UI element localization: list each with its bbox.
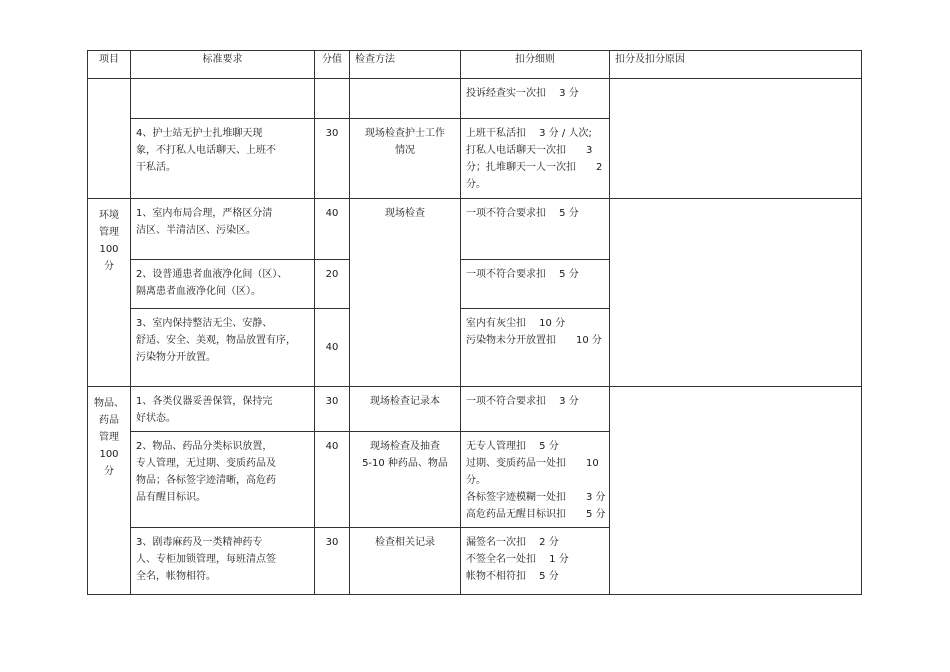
requirement-cell bbox=[131, 79, 315, 119]
rules-cell: 一项不符合要求扣 5 分 bbox=[461, 260, 610, 309]
method-cell: 现场检查 bbox=[350, 199, 461, 387]
requirement-cell: 3、剧毒麻药及一类精神药专 人、专柜加锁管理，每班清点签 全名，帐物相符。 bbox=[131, 528, 315, 595]
table-row bbox=[88, 199, 862, 260]
header-deduction-reason: 扣分及扣分原因 bbox=[610, 51, 862, 79]
rules-cell: 无专人管理扣 5 分 过期、变质药品一处扣 10 分。 各标签字迹模糊一处扣 3 分 高危药品无醒目标识扣 5 分 bbox=[461, 432, 610, 528]
score-cell: 30 bbox=[315, 387, 350, 432]
method-cell: 现场检查记录本 bbox=[350, 387, 461, 432]
method-cell: 检查相关记录 bbox=[350, 528, 461, 595]
score-cell: 40 bbox=[315, 199, 350, 260]
section-name-cell bbox=[88, 79, 131, 199]
rules-cell: 一项不符合要求扣 3 分 bbox=[461, 387, 610, 432]
rules-cell: 漏签名一次扣 2 分 不签全名一处扣 1 分 帐物不相符扣 5 分 bbox=[461, 528, 610, 595]
score-cell: 40 bbox=[315, 432, 350, 528]
score-cell: 20 bbox=[315, 260, 350, 309]
section-name-supplies: 物品、 药品 管理 100 分 bbox=[88, 387, 131, 595]
rules-cell: 一项不符合要求扣 5 分 bbox=[461, 199, 610, 260]
header-method: 检查方法 bbox=[350, 51, 461, 79]
requirement-cell: 1、室内布局合理，严格区分清 洁区、半清洁区、污染区。 bbox=[131, 199, 315, 260]
requirement-cell: 2、设普通患者血液净化间（区）、 隔离患者血液净化间（区）。 bbox=[131, 260, 315, 309]
table-row bbox=[88, 387, 862, 432]
inspection-table bbox=[87, 50, 862, 595]
method-cell: 现场检查及抽查 5-10 种药品、物品 bbox=[350, 432, 461, 528]
method-cell bbox=[350, 79, 461, 119]
table-row bbox=[88, 79, 862, 119]
section-name-environment: 环境 管理 100 分 bbox=[88, 199, 131, 387]
deduction-cell bbox=[610, 199, 862, 387]
requirement-cell: 3、室内保持整洁无尘、安静、 舒适、安全、美观，物品放置有序， 污染物分开放置。 bbox=[131, 309, 315, 387]
score-cell: 30 bbox=[315, 119, 350, 199]
header-requirement: 标准要求 bbox=[131, 51, 315, 79]
header-item: 项目 bbox=[88, 51, 131, 79]
requirement-cell: 1、各类仪器妥善保管，保持完 好状态。 bbox=[131, 387, 315, 432]
header-rules: 扣分细则 bbox=[461, 51, 610, 79]
requirement-cell: 4、护士站无护士扎堆聊天现 象，不打私人电话聊天、上班不 干私活。 bbox=[131, 119, 315, 199]
score-cell bbox=[315, 79, 350, 119]
requirement-cell: 2、物品、药品分类标识放置， 专人管理，无过期、变质药品及 物品；各标签字迹清晰，高危药 品有醒目标识。 bbox=[131, 432, 315, 528]
score-cell: 40 bbox=[315, 309, 350, 387]
header-score: 分值 bbox=[315, 51, 350, 79]
deduction-cell bbox=[610, 387, 862, 595]
deduction-cell bbox=[610, 79, 862, 199]
rules-cell: 室内有灰尘扣 10 分 污染物未分开放置扣 10 分 bbox=[461, 309, 610, 387]
rules-cell: 上班干私活扣 3 分 / 人次; 打私人电话聊天一次扣 3 分；扎堆聊天一人一次扣 2 分。 bbox=[461, 119, 610, 199]
method-cell: 现场检查护士工作 情况 bbox=[350, 119, 461, 199]
header-row bbox=[88, 51, 862, 79]
score-cell: 30 bbox=[315, 528, 350, 595]
rules-cell: 投诉经查实一次扣 3 分 bbox=[461, 79, 610, 119]
